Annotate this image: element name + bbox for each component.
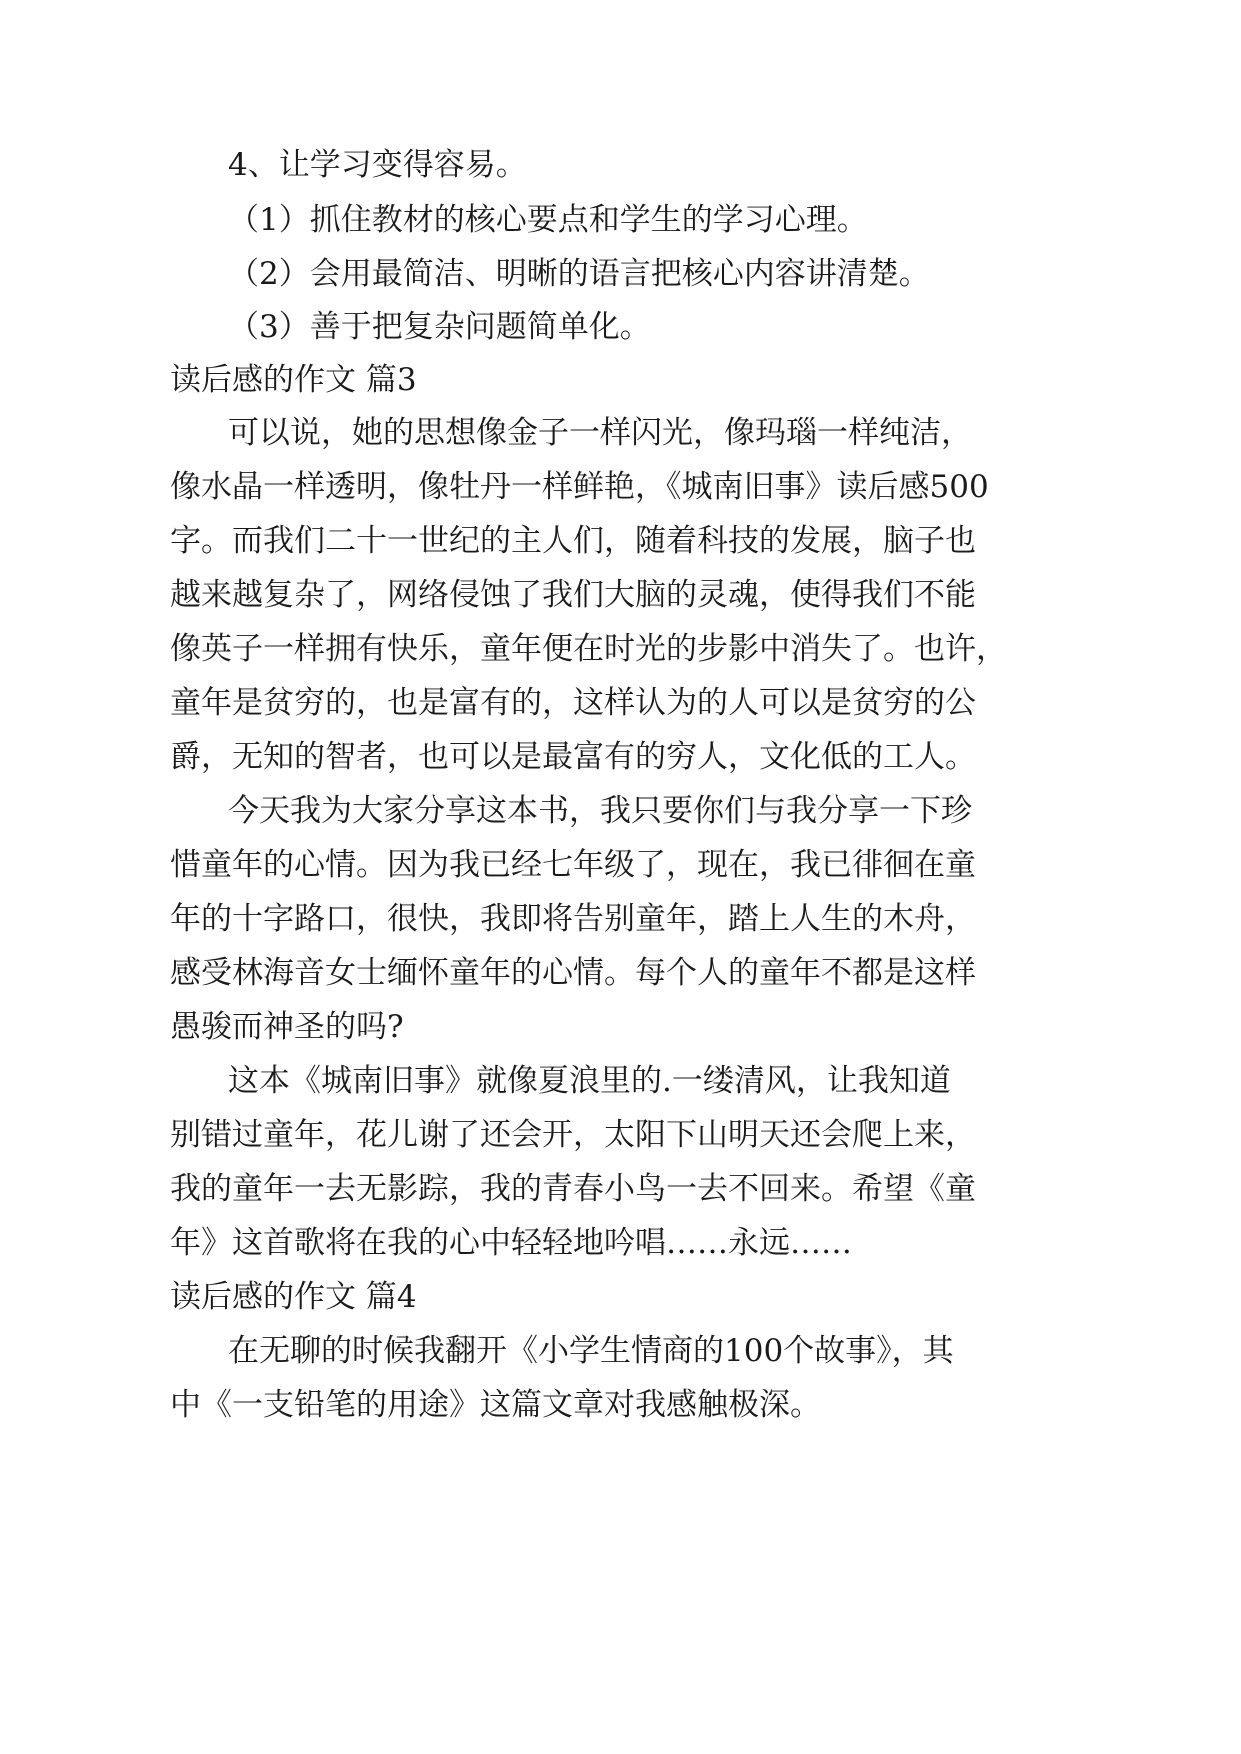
section-3-p3-line1: 这本《城南旧事》就像夏浪里的.一缕清风，让我知道 — [228, 1063, 951, 1099]
list-item-4: 4、让学习变得容易。 — [228, 147, 527, 183]
section-3-p1-line7: 爵，无知的智者，也可以是最富有的穷人，文化低的工人。 — [170, 739, 976, 775]
section-4-heading: 读后感的作文 篇4 — [170, 1279, 417, 1315]
list-subitem-3: （3）善于把复杂问题简单化。 — [228, 309, 651, 345]
section-3-p3-line3: 我的童年一去无影踪，我的青春小鸟一去不回来。希望《童 — [170, 1171, 976, 1207]
section-3-p1-line1: 可以说，她的思想像金子一样闪光，像玛瑙一样纯洁， — [228, 415, 972, 451]
list-subitem-1: （1）抓住教材的核心要点和学生的学习心理。 — [228, 202, 868, 238]
section-4-p1-line1: 在无聊的时候我翻开《小学生情商的100个故事》，其 — [228, 1333, 954, 1369]
section-3-p1-line5: 像英子一样拥有快乐，童年便在时光的步影中消失了。也许， — [170, 631, 1007, 667]
section-3-p3-line4: 年》这首歌将在我的心中轻轻地吟唱……永远…… — [170, 1225, 852, 1261]
section-3-p1-line3: 字。而我们二十一世纪的主人们，随着科技的发展，脑子也 — [170, 523, 976, 559]
section-3-p2-line5: 愚骏而神圣的吗? — [170, 1009, 404, 1045]
section-3-p1-line4: 越来越复杂了，网络侵蚀了我们大脑的灵魂，使得我们不能 — [170, 577, 976, 613]
list-subitem-2: （2）会用最简洁、明晰的语言把核心内容讲清楚。 — [228, 256, 930, 292]
section-3-heading: 读后感的作文 篇3 — [170, 362, 417, 398]
section-4-p1-line2: 中《一支铅笔的用途》这篇文章对我感触极深。 — [170, 1387, 821, 1423]
section-3-p2-line1: 今天我为大家分享这本书，我只要你们与我分享一下珍 — [228, 793, 972, 829]
section-3-p2-line4: 感受林海音女士缅怀童年的心情。每个人的童年不都是这样 — [170, 955, 976, 991]
section-3-p1-line6: 童年是贫穷的，也是富有的，这样认为的人可以是贫穷的公 — [170, 685, 976, 721]
section-3-p3-line2: 别错过童年，花儿谢了还会开，太阳下山明天还会爬上来， — [170, 1117, 976, 1153]
section-3-p2-line3: 年的十字路口，很快，我即将告别童年，踏上人生的木舟， — [170, 901, 976, 937]
section-3-p2-line2: 惜童年的心情。因为我已经七年级了，现在，我已徘徊在童 — [170, 847, 976, 883]
section-3-p1-line2: 像水晶一样透明，像牡丹一样鲜艳，《城南旧事》读后感500 — [170, 469, 989, 505]
